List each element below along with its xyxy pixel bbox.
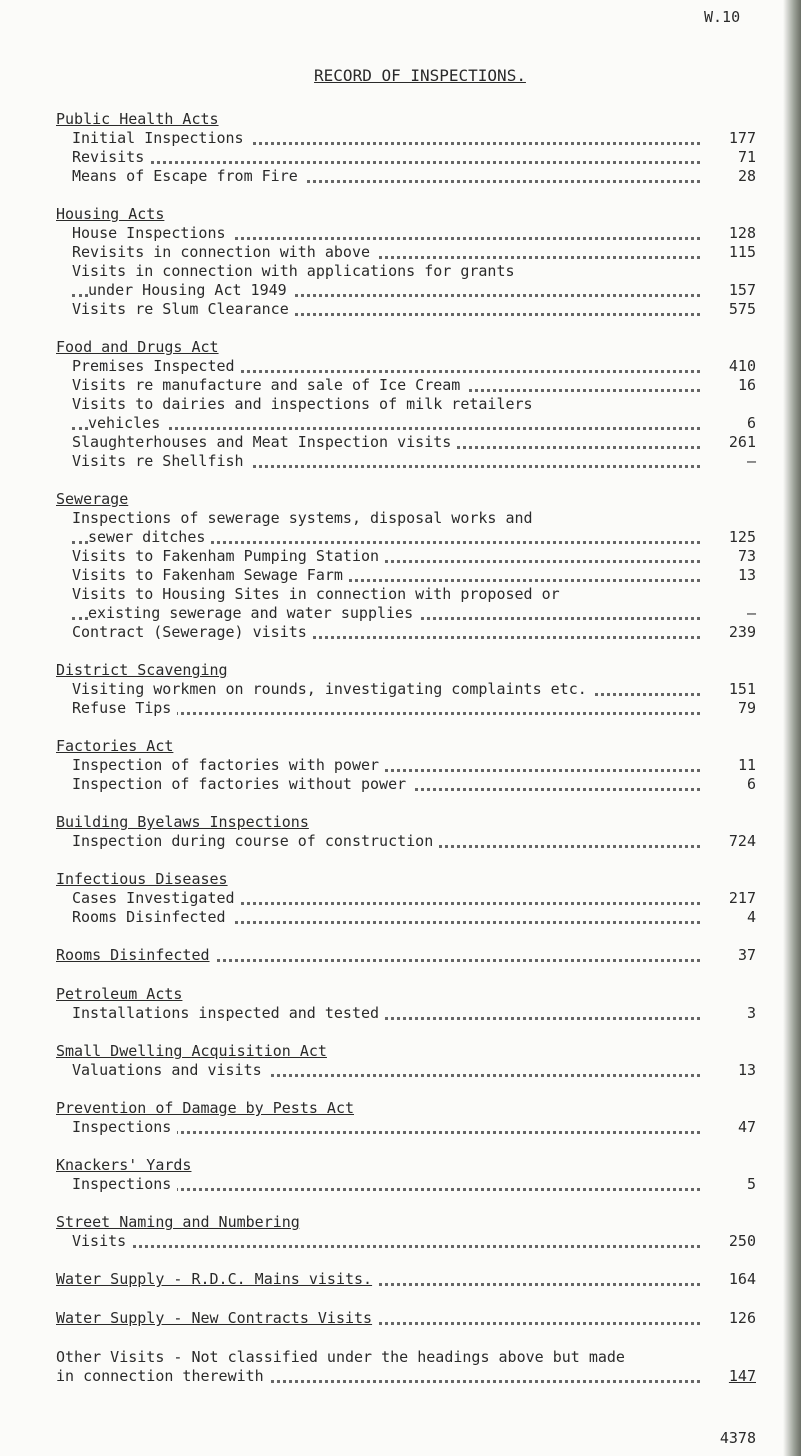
section-scavenging bbox=[56, 661, 756, 718]
record-row: sewer ditches 125 bbox=[56, 528, 756, 547]
record-value: 151 bbox=[700, 680, 756, 699]
section-heading: Sewerage bbox=[56, 490, 129, 508]
section-sewerage bbox=[56, 490, 756, 642]
grand-total: 4378 bbox=[719, 1429, 756, 1447]
record-row: Refuse Tips 79 bbox=[72, 699, 756, 717]
section-pests bbox=[56, 1099, 756, 1137]
record-value: 250 bbox=[700, 1232, 756, 1251]
record-value: 73 bbox=[700, 547, 756, 566]
section-housing bbox=[56, 205, 756, 319]
page-edge-shadow bbox=[783, 0, 801, 1456]
record-row: Installations inspected and tested 3 bbox=[72, 1004, 756, 1022]
section-building-byelaws bbox=[56, 813, 756, 851]
record-value: 724 bbox=[700, 832, 756, 851]
record-value: 157 bbox=[700, 281, 756, 300]
section-food-drugs bbox=[56, 338, 756, 471]
section-heading: Housing Acts bbox=[56, 205, 165, 223]
record-value: 217 bbox=[700, 889, 756, 908]
record-value: 79 bbox=[700, 699, 756, 718]
record-value: 3 bbox=[700, 1004, 756, 1023]
section-water-mains bbox=[56, 1270, 756, 1289]
record-value: 37 bbox=[700, 946, 756, 965]
record-value: 410 bbox=[700, 357, 756, 376]
record-row: House Inspections 128 bbox=[72, 224, 756, 242]
section-heading: Small Dwelling Acquisition Act bbox=[56, 1042, 327, 1060]
record-value: 13 bbox=[700, 566, 756, 585]
section-small-dwelling bbox=[56, 1042, 756, 1080]
section-water-new-contracts bbox=[56, 1309, 756, 1328]
section-heading: Infectious Diseases bbox=[56, 870, 228, 888]
section-petroleum bbox=[56, 985, 756, 1023]
record-row: Water Supply - R.D.C. Mains visits. 164 bbox=[56, 1270, 756, 1288]
record-value: 126 bbox=[700, 1309, 756, 1328]
record-value: 71 bbox=[700, 148, 756, 167]
record-value: 6 bbox=[700, 414, 756, 433]
record-row: Inspection of factories without power 6 bbox=[72, 775, 756, 793]
section-other-visits bbox=[56, 1348, 756, 1386]
record-value: 177 bbox=[700, 129, 756, 148]
record-row: Visits 250 bbox=[72, 1232, 756, 1250]
record-row: Inspections 47 bbox=[72, 1118, 756, 1136]
record-value: 147 bbox=[700, 1367, 756, 1386]
record-row-label: Other Visits - Not classified under the headings above but made bbox=[56, 1348, 756, 1367]
inspections-record bbox=[56, 110, 756, 1405]
section-public-health bbox=[56, 110, 756, 186]
section-heading: Building Byelaws Inspections bbox=[56, 813, 309, 831]
record-row: in connection therewith 147 bbox=[56, 1367, 756, 1385]
record-row: Contract (Sewerage) visits 239 bbox=[72, 623, 756, 641]
record-row: Premises Inspected 410 bbox=[72, 357, 756, 375]
record-row: Visiting workmen on rounds, investigating complaints etc. 151 bbox=[72, 680, 756, 698]
record-value: 28 bbox=[700, 167, 756, 186]
section-heading: District Scavenging bbox=[56, 661, 228, 679]
record-row: Visits re Slum Clearance 575 bbox=[72, 300, 756, 318]
record-value: 16 bbox=[700, 376, 756, 395]
record-row-label: Inspections of sewerage systems, disposal works and bbox=[56, 509, 756, 528]
section-heading: Food and Drugs Act bbox=[56, 338, 219, 356]
record-row: under Housing Act 1949 157 bbox=[56, 281, 756, 300]
record-row: Initial Inspections 177 bbox=[72, 129, 756, 147]
record-row: Inspection during course of construction 724 bbox=[72, 832, 756, 850]
record-value: 128 bbox=[700, 224, 756, 243]
record-row: Inspections 5 bbox=[72, 1175, 756, 1193]
record-row-label: Visits to dairies and inspections of milk retailers bbox=[56, 395, 756, 414]
record-value: 13 bbox=[700, 1061, 756, 1080]
record-row: Valuations and visits 13 bbox=[72, 1061, 756, 1079]
section-heading: Knackers' Yards bbox=[56, 1156, 192, 1174]
record-value: 239 bbox=[700, 623, 756, 642]
section-knackers bbox=[56, 1156, 756, 1194]
record-row: Means of Escape from Fire 28 bbox=[72, 167, 756, 185]
record-row: Visits to Fakenham Pumping Station 73 bbox=[72, 547, 756, 565]
record-row: Slaughterhouses and Meat Inspection visits 261 bbox=[72, 433, 756, 451]
section-factories bbox=[56, 737, 756, 794]
record-row: Water Supply - New Contracts Visits 126 bbox=[56, 1309, 756, 1327]
record-value: 125 bbox=[700, 528, 756, 547]
record-value: 4 bbox=[700, 908, 756, 927]
record-value: 6 bbox=[700, 775, 756, 794]
section-heading: Prevention of Damage by Pests Act bbox=[56, 1099, 355, 1117]
page-title: RECORD OF INSPECTIONS. bbox=[314, 66, 526, 85]
record-row: Inspection of factories with power 11 bbox=[72, 756, 756, 774]
record-row: Visits re manufacture and sale of Ice Cream 16 bbox=[72, 376, 756, 394]
section-infectious-diseases bbox=[56, 870, 756, 927]
section-heading: Public Health Acts bbox=[56, 110, 219, 128]
record-row: Visits to Fakenham Sewage Farm 13 bbox=[72, 566, 756, 584]
record-row-label: Visits to Housing Sites in connection with proposed or bbox=[56, 585, 756, 604]
record-value: 5 bbox=[700, 1175, 756, 1194]
record-value: 11 bbox=[700, 756, 756, 775]
record-value: 47 bbox=[700, 1118, 756, 1137]
section-rooms-disinfected bbox=[56, 946, 756, 965]
record-value: 115 bbox=[700, 243, 756, 262]
record-value: 164 bbox=[700, 1270, 756, 1289]
record-row: Cases Investigated 217 bbox=[72, 889, 756, 907]
record-value: 261 bbox=[700, 433, 756, 452]
section-heading: Street Naming and Numbering bbox=[56, 1213, 300, 1231]
page-code: W.10 bbox=[704, 8, 741, 26]
record-row-label: Visits in connection with applications for grants bbox=[56, 262, 756, 281]
record-row: Revisits in connection with above 115 bbox=[72, 243, 756, 261]
record-value: 575 bbox=[700, 300, 756, 319]
section-heading: Factories Act bbox=[56, 737, 174, 755]
section-heading: Petroleum Acts bbox=[56, 985, 183, 1003]
record-row: Revisits 71 bbox=[72, 148, 756, 166]
section-street-naming bbox=[56, 1213, 756, 1251]
record-row: Visits re Shellfish – bbox=[72, 452, 756, 470]
record-row: Rooms Disinfected 37 bbox=[56, 946, 756, 964]
record-row: existing sewerage and water supplies – bbox=[56, 604, 756, 623]
record-row: Rooms Disinfected 4 bbox=[72, 908, 756, 926]
record-row: vehicles 6 bbox=[56, 414, 756, 433]
record-value: – bbox=[700, 452, 756, 471]
record-value: – bbox=[700, 604, 756, 623]
